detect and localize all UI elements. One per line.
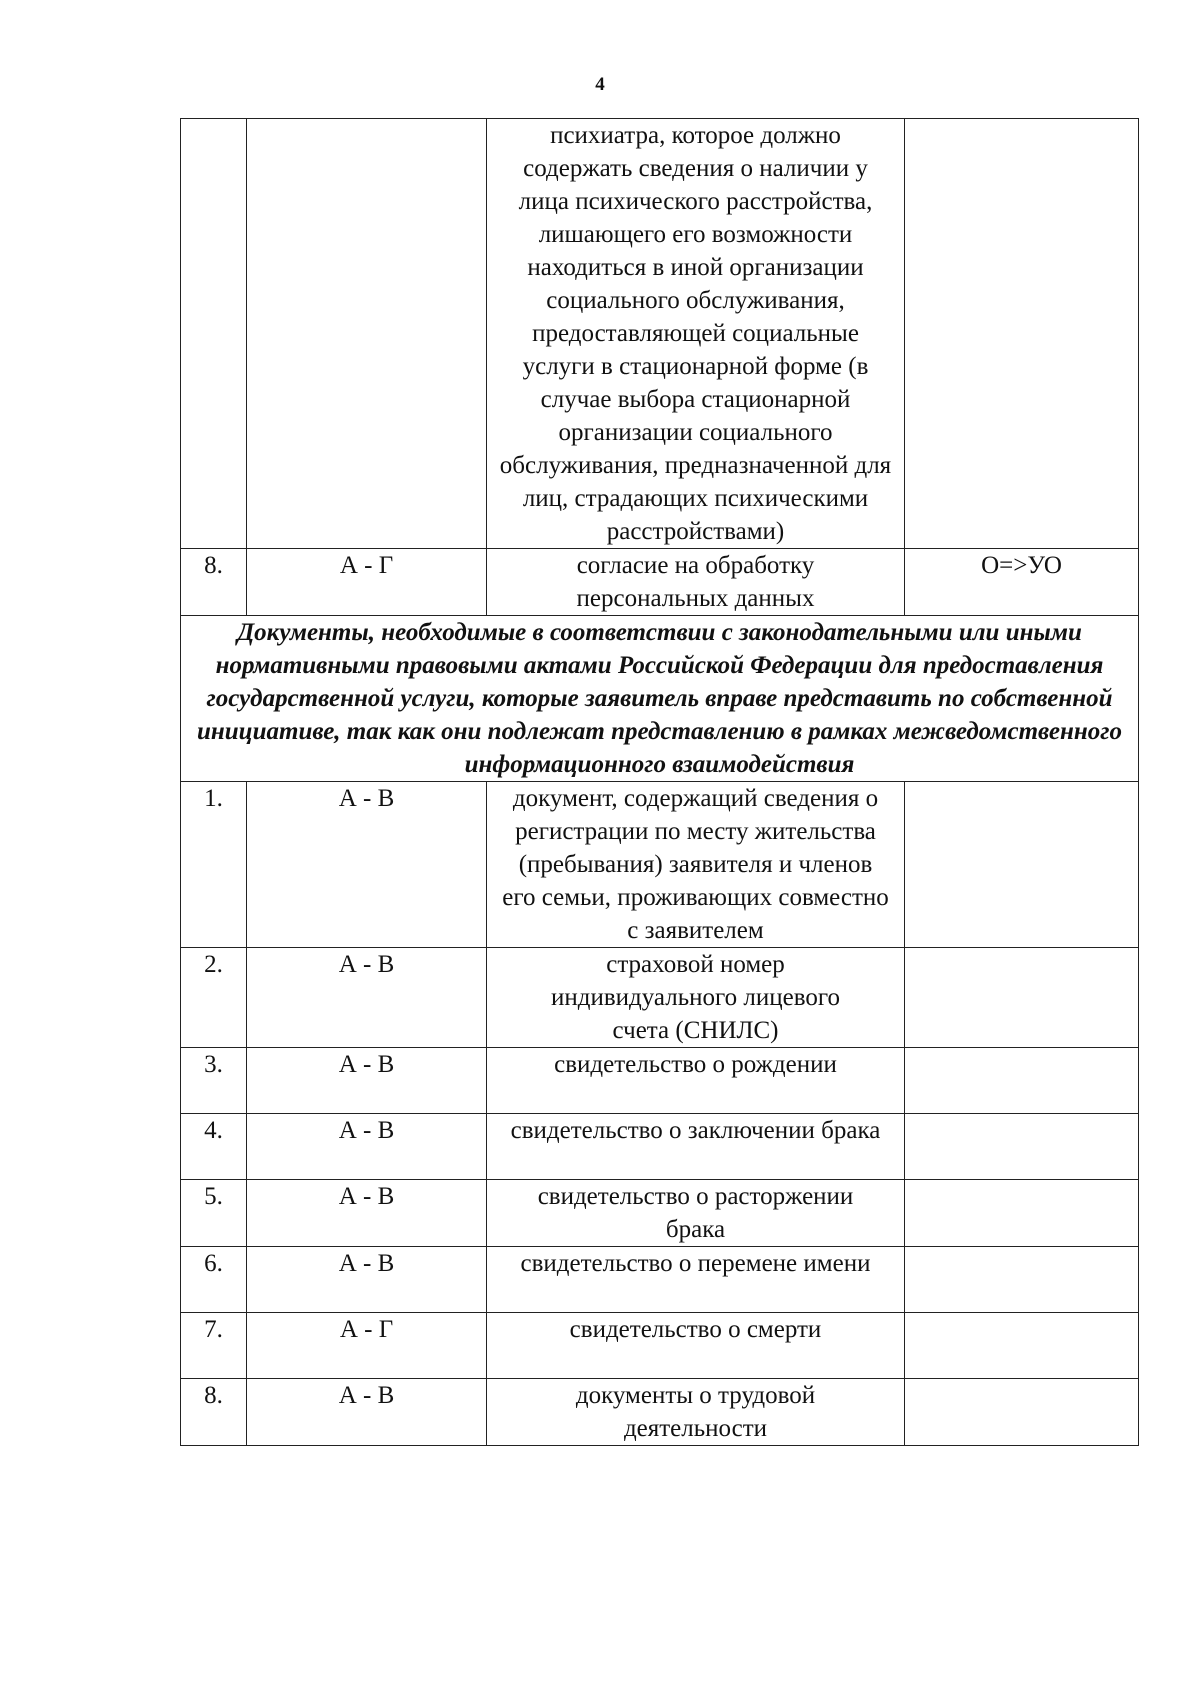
row-document-text: страховой номер индивидуального лицевого счета (СНИЛС)	[487, 948, 905, 1048]
row-number: 3.	[181, 1048, 247, 1114]
row-number: 6.	[181, 1247, 247, 1313]
row-number: 5.	[181, 1180, 247, 1247]
row-document-text: психиатра, которое должно содержать сведения о наличии у лица психического расстройства, лишающего его возможности находиться в иной организации социального обслуживания, предоставляющей социальные услуги в стационарной форме (в случае выбора стационарной организации социального обслуживания, предназначенной для лиц, страдающих психическими расстройствами)	[487, 119, 905, 549]
row-applicants: А - Г	[247, 549, 487, 616]
row-number: 4.	[181, 1114, 247, 1180]
table-row	[181, 1048, 1139, 1114]
row-note	[905, 1114, 1139, 1180]
row-document-text: документы о трудовой деятельности	[487, 1379, 905, 1446]
row-note	[905, 119, 1139, 549]
table-row	[181, 1313, 1139, 1379]
documents-table	[180, 118, 1139, 1446]
row-note	[905, 1313, 1139, 1379]
row-note	[905, 782, 1139, 948]
row-applicants: А - В	[247, 1379, 487, 1446]
table-row	[181, 1379, 1139, 1446]
row-applicants	[247, 119, 487, 549]
row-document-text: свидетельство о смерти	[487, 1313, 905, 1379]
row-document-text: свидетельство о расторжении брака	[487, 1180, 905, 1247]
row-note	[905, 1180, 1139, 1247]
row-note	[905, 1379, 1139, 1446]
table-row	[181, 549, 1139, 616]
row-document-text: согласие на обработку персональных данных	[487, 549, 905, 616]
row-applicants: А - В	[247, 1180, 487, 1247]
row-number: 8.	[181, 549, 247, 616]
row-number	[181, 119, 247, 549]
table-row	[181, 1247, 1139, 1313]
row-applicants: А - В	[247, 948, 487, 1048]
section-heading-row	[181, 616, 1139, 782]
row-document-text: свидетельство о заключении брака	[487, 1114, 905, 1180]
page-number: 4	[595, 74, 605, 95]
row-document-text: документ, содержащий сведения о регистрации по месту жительства (пребывания) заявителя и членов его семьи, проживающих совместно с заявителем	[487, 782, 905, 948]
section-heading: Документы, необходимые в соответствии с законодательными или иными нормативными правовыми актами Российской Федерации для предоставления государственной услуги, которые заявитель вправе представить по собственной инициативе, так как они подлежат представлению в рамках межведомственного информационного взаимодействия	[181, 616, 1139, 782]
table-row	[181, 1114, 1139, 1180]
row-applicants: А - В	[247, 1114, 487, 1180]
row-applicants: А - В	[247, 1048, 487, 1114]
table-row	[181, 1180, 1139, 1247]
row-note	[905, 1048, 1139, 1114]
row-number: 8.	[181, 1379, 247, 1446]
row-applicants: А - Г	[247, 1313, 487, 1379]
table-row	[181, 948, 1139, 1048]
row-note: О=>УО	[905, 549, 1139, 616]
row-document-text: свидетельство о рождении	[487, 1048, 905, 1114]
row-applicants: А - В	[247, 1247, 487, 1313]
row-applicants: А - В	[247, 782, 487, 948]
row-note	[905, 948, 1139, 1048]
row-number: 7.	[181, 1313, 247, 1379]
table-row	[181, 782, 1139, 948]
row-document-text: свидетельство о перемене имени	[487, 1247, 905, 1313]
table-row	[181, 119, 1139, 549]
row-number: 1.	[181, 782, 247, 948]
row-note	[905, 1247, 1139, 1313]
row-number: 2.	[181, 948, 247, 1048]
